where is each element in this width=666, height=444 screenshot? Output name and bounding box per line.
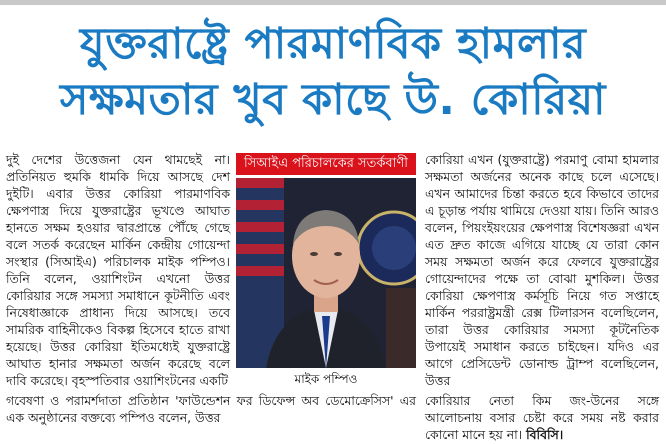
article-right-text: কোরিয়া এখন (যুক্তরাষ্ট্রে) পরমাণু বোমা হামলার সক্ষমতা অর্জনের অনেক কাছে চলে এসেছে। এখন আমাদের চিন্তা করতে হবে কিভাবে তাদের এ চূড়ান্ত পর্যায় থামিয়ে দেওয়া যায়। তিনি আরও বলেন, পিয়ংইয়ংয়ের ক্ষেপণাস্ত্র বিশেষজ্ঞরা এখন এত দ্রুত কাজে এগিয়ে যাচ্ছে যে তারা কোন সময় সক্ষমতা অর্জন করে ফেলবে যুক্তরাষ্ট্রের গোয়েন্দাদের পক্ষে তা বোঝা মুশকিল। উত্তর কোরিয়া ক্ষেপণাস্ত্র কর্মসূচি নিয়ে গত সপ্তাহে মার্কিন পররাষ্ট্রমন্ত্রী রেক্স টিলারসন বলেছিলেন, তারা উত্তর কোরিয়ার সমস্যা কূটনৈতিক উপায়েই সমাধান করতে চাইছেন। যদিও এর আগে প্রেসিডেন্ট ডোনাল্ড ট্রাম্প বলেছিলেন, উত্তর xyxy=(425,152,659,388)
article-source: বিবিসি। xyxy=(526,427,564,442)
top-rule xyxy=(0,0,666,5)
article-bottom-right-text: কোরিয়ার নেতা কিম জং-উনের সঙ্গে আলোচনায় বসার চেষ্টা করে সময় নষ্ট করার কোনো মানে হয় না। xyxy=(425,393,659,442)
portrait-photo xyxy=(236,178,416,368)
article-left-text: দুই দেশের উত্তেজনা যেন থামছেই না। প্রতিনিয়ত হুমকি ধামকি দিয়ে আসছে দেশ দুইটি। এবার উত্তর কোরিয়া পারমাণবিক ক্ষেপণাস্ত্র দিয়ে যুক্তরাষ্ট্রের ভূখণ্ডে আঘাত হানতে সক্ষম হওয়ার দ্বারপ্রান্তে পৌঁছে গেছে বলে সতর্ক করেছেন মার্কিন কেন্দ্রীয় গোয়েন্দা সংস্থার (সিআইএ) পরিচালক মাইক পম্পিও। তিনি বলেন, ওয়াশিংটন এখনো উত্তর কোরিয়ার সঙ্গে সমস্যা সমাধানে কূটনীতি এবং নিষেধাজ্ঞাকে প্রাধান্য দিয়ে আসছে। তবে সামরিক বাহিনীকেও বিকল্প হিসেবে হাতে রাখা হয়েছে। উত্তর কোরিয়া ইতিমধ্যেই যুক্তরাষ্ট্রে আঘাত হানার সক্ষমতা অর্জন করেছে বলে দাবি করেছে। বৃহস্পতিবার ওয়াশিংটনের একটি xyxy=(6,152,230,388)
article-bottom-text: গবেষণা ও পরামর্শদাতা প্রতিষ্ঠান 'ফাউন্ডেশন ফর ডিফেন্স অব ডেমোক্রেসিস' এর এক অনুষ্ঠানের বক্তব্যে পম্পিও বলেন, উত্তর xyxy=(6,393,416,425)
headline xyxy=(0,16,666,128)
headline-line-2: সক্ষমতার খুব কাছে উ. কোরিয়া xyxy=(59,75,607,125)
headline-line-1: যুক্তরাষ্ট্রে পারমাণবিক হামলার xyxy=(79,19,587,69)
portrait-illustration xyxy=(236,178,416,368)
photo-caption: মাইক পম্পিও xyxy=(294,372,358,386)
article-bottom-right-column xyxy=(425,392,659,443)
article-right-column xyxy=(425,151,659,389)
sidebar-banner: সিআইএ পরিচালকের সতর্কবাণী xyxy=(236,153,416,175)
article-bottom-column xyxy=(6,392,416,426)
article-left-column xyxy=(6,151,230,389)
